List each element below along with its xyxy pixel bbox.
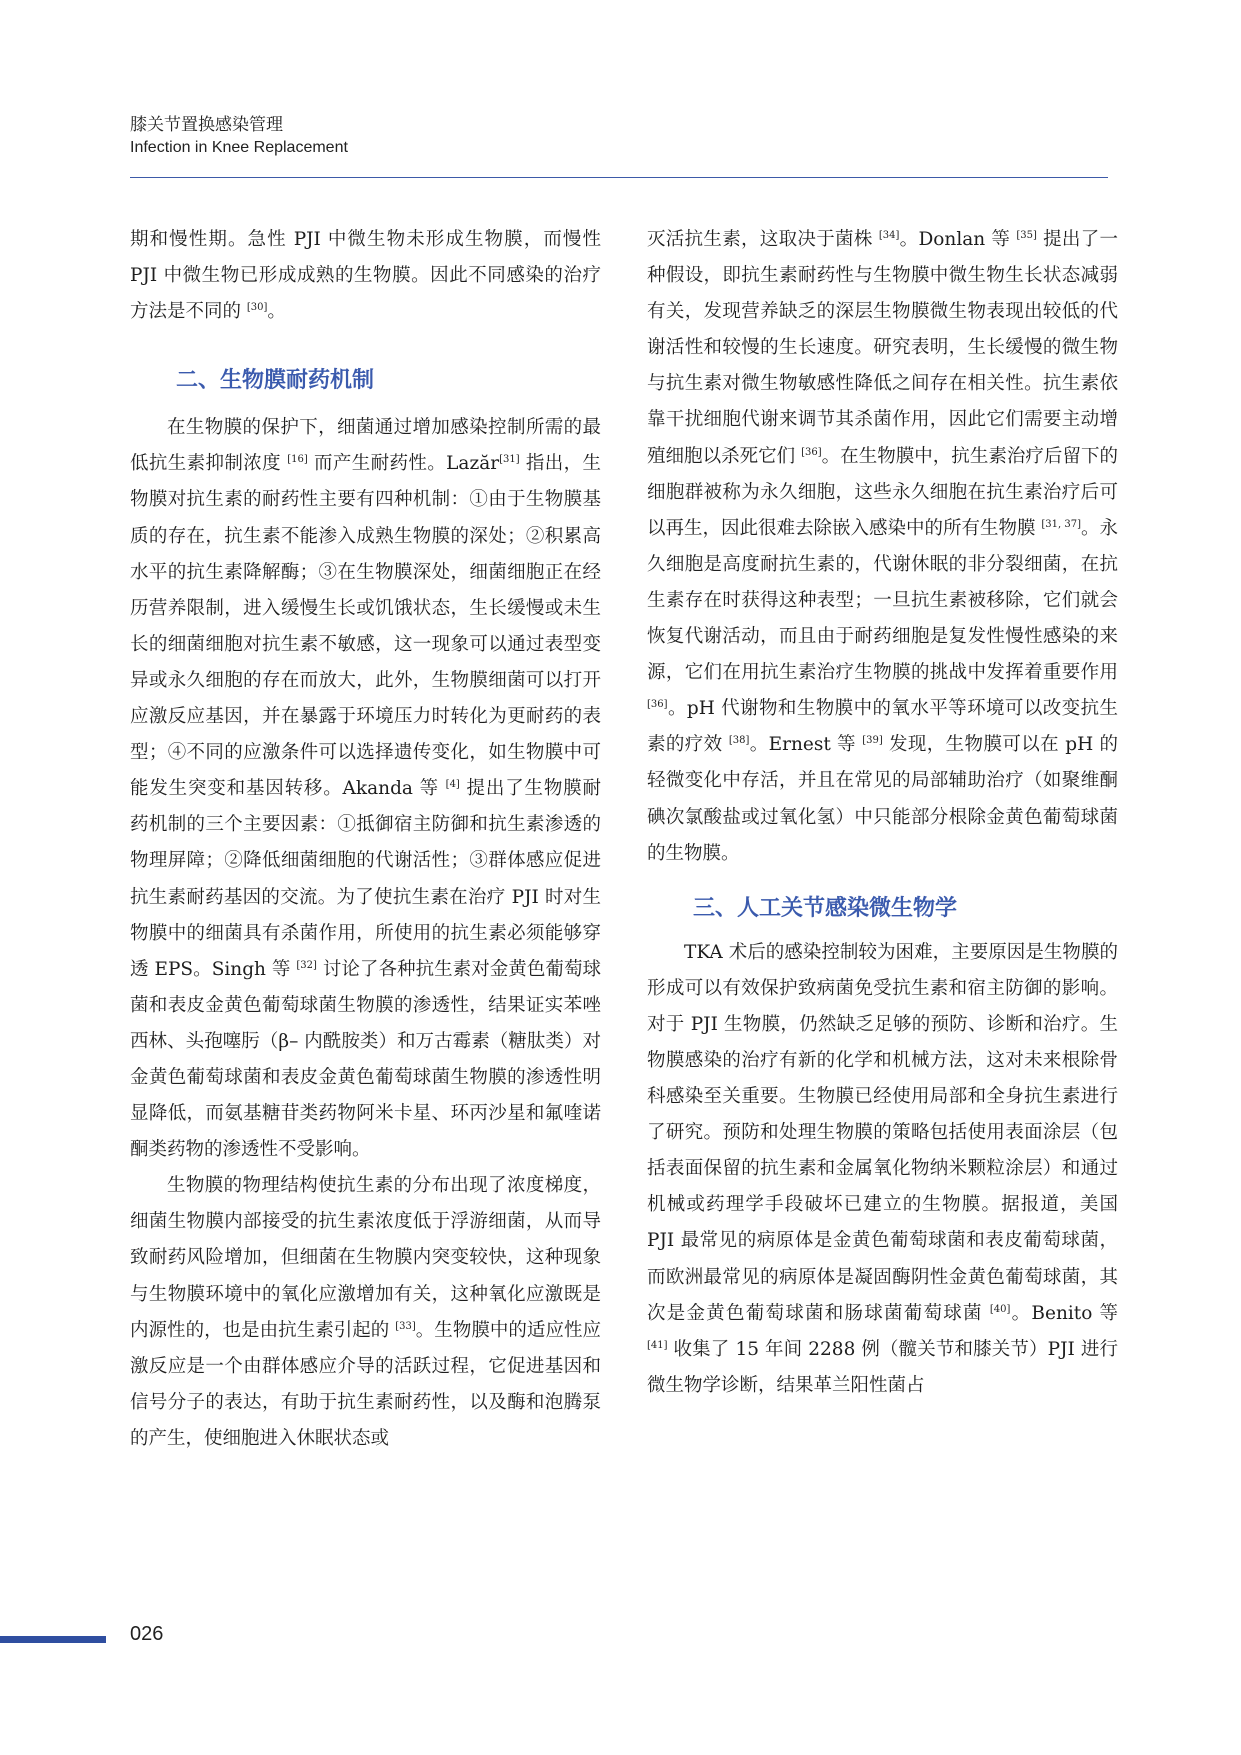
citation: [32] (296, 959, 317, 971)
paragraph: TKA 术后的感染控制较为困难，主要原因是生物膜的形成可以有效保护致病菌免受抗生素和宿主防御的影响。对于 PJI 生物膜，仍然缺乏足够的预防、诊断和治疗。生物膜感染的治疗有新的化学和机械方法，这对未来根除骨科感染至关重要。生物膜已经使用局部和全身抗生素进行了研究。预防和处理生物膜的策略包括使用表面涂层（包括表面保留的抗生素和金属氧化物纳米颗粒涂层）和通过机械或药理学手段破坏已建立的生物膜。据报道，美国 PJI 最常见的病原体是金黄色葡萄球菌和表皮葡萄球菌，而欧洲最常见的病原体是凝固酶阴性金黄色葡萄球菌，其次是金黄色葡萄球菌和肠球菌葡萄球菌 [40]。Benito 等 [41] 收集了 15 年间 2288 例（髋关节和膝关节）PJI 进行微生物学诊断，结果革兰阳性菌占 (647, 941, 1118, 1396)
citation: [38] (728, 735, 750, 747)
footer-accent-bar (0, 1636, 106, 1643)
running-header (130, 110, 348, 157)
section-heading-3: 三、人工关节感染微生物学 (693, 895, 958, 921)
header-title-en: Infection in Knee Replacement (130, 139, 348, 156)
page-number: 026 (130, 1623, 164, 1645)
section-heading-2: 二、生物膜耐药机制 (176, 368, 375, 394)
citation: [41] (647, 1339, 668, 1351)
left-column (130, 222, 601, 1457)
header-title-zh: 膝关节置换感染管理 (130, 115, 283, 135)
right-column (647, 222, 1118, 1404)
citation: [40] (989, 1303, 1011, 1315)
paragraph: 期和慢性期。急性 PJI 中微生物未形成生物膜，而慢性 PJI 中微生物已形成成熟的生物膜。因此不同感染的治疗方法是不同的 [30]。 (130, 229, 601, 323)
citation: [33] (395, 1320, 416, 1332)
citation: [34] (878, 229, 900, 241)
citation: [4] (445, 779, 460, 791)
citation: [36] (647, 699, 668, 711)
citation: [31, 37] (1041, 518, 1081, 530)
citation: [31] (499, 454, 520, 466)
header-divider (130, 177, 1108, 178)
paragraph: 在生物膜的保护下，细菌通过增加感染控制所需的最低抗生素抑制浓度 [16] 而产生耐药性。Lazăr[31] 指出，生物膜对抗生素的耐药性主要有四种机制：①由于生物膜基质的存在，抗生素不能渗入成熟生物膜的深处；②积累高水平的抗生素降解酶；③在生物膜深处，细菌细胞正在经历营养限制，进入缓慢生长或饥饿状态，生长缓慢或未生长的细菌细胞对抗生素不敏感，这一现象可以通过表型变异或永久细胞的存在而放大，此外，生物膜细菌可以打开应激反应基因，并在暴露于环境压力时转化为更耐药的表型；④不同的应激条件可以选择遗传变化，如生物膜中可能发生突变和基因转移。Akanda 等 [4] 提出了生物膜耐药机制的三个主要因素：①抵御宿主防御和抗生素渗透的物理屏障；②降低细菌细胞的代谢活性；③群体感应促进抗生素耐药基因的交流。为了使抗生素在治疗 PJI 时对生物膜中的细菌具有杀菌作用，所使用的抗生素必须能够穿透 EPS。Singh 等 [32] 讨论了各种抗生素对金黄色葡萄球菌和表皮金黄色葡萄球菌生物膜的渗透性，结果证实苯唑西林、头孢噻肟（β– 内酰胺类）和万古霉素（糖肽类）对金黄色葡萄球菌和表皮金黄色葡萄球菌生物膜的渗透性明显降低，而氨基糖苷类药物阿米卡星、环丙沙星和氟喹诺酮类药物的渗透性不受影响。 (130, 417, 602, 1161)
citation: [30] (246, 302, 268, 314)
paragraph: 灭活抗生素，这取决于菌株 [34]。Donlan 等 [35] 提出了一种假设，即抗生素耐药性与生物膜中微生物生长状态减弱有关，发现营养缺乏的深层生物膜微生物表现出较低的代谢活性和较慢的生长速度。研究表明，生长缓慢的微生物与抗生素对微生物敏感性降低之间存在相关性。抗生素依靠干扰细胞代谢来调节其杀菌作用，因此它们需要主动增殖细胞以杀死它们 [36]。在生物膜中，抗生素治疗后留下的细胞群被称为永久细胞，这些永久细胞在抗生素治疗后可以再生，因此很难去除嵌入感染中的所有生物膜 [31, 37]。永久细胞是高度耐抗生素的，代谢休眠的非分裂细菌，在抗生素存在时获得这种表型；一旦抗生素被移除，它们就会恢复代谢活动，而且由于耐药细胞是复发性慢性感染的来源，它们在用抗生素治疗生物膜的挑战中发挥着重要作用 [36]。pH 代谢物和生物膜中的氧水平等环境可以改变抗生素的疗效 [38]。Ernest 等 [39] 发现，生物膜可以在 pH 的轻微变化中存活，并且在常见的局部辅助治疗（如聚维酮碘次氯酸盐或过氧化氢）中只能部分根除金黄色葡萄球菌的生物膜。 (647, 229, 1119, 864)
citation: [35] (1016, 229, 1037, 241)
citation: [39] (862, 735, 883, 747)
citation: [16] (287, 454, 308, 466)
paragraph: 生物膜的物理结构使抗生素的分布出现了浓度梯度，细菌生物膜内部接受的抗生素浓度低于浮游细菌，从而导致耐药风险增加，但细菌在生物膜内突变较快，这种现象与生物膜环境中的氧化应激增加有关，这种氧化应激既是内源性的，也是由抗生素引起的 [33]。生物膜中的适应性应激反应是一个由群体感应介导的活跃过程，它促进基因和信号分子的表达，有助于抗生素耐药性，以及酶和泡腾泵的产生，使细胞进入休眠状态或 (130, 1175, 601, 1449)
citation: [36] (801, 446, 822, 458)
